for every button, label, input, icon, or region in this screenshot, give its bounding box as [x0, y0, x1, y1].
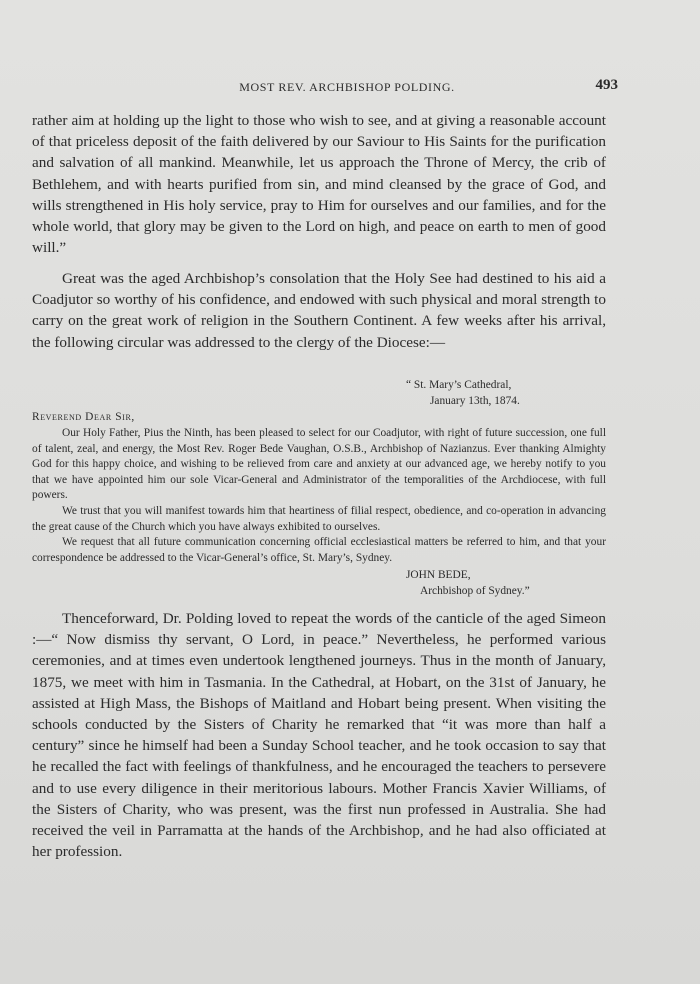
signature-title: Archbishop of Sydney.” — [420, 584, 530, 597]
paragraph-1-text: rather aim at holding up the light to those who wish to see, and at giving a reasonable account of that priceless deposit of the faith delivered by our Saviour to His Saints for the purification and salvation of all mankind. Meanwhile, let us approach the Throne of Mercy, the crib of Bethlehem, and with hearts purified from sin, and mind cleansed by the grace of God, and wills strengthened in His holy service, pray to Him for ourselves and our families, and for the whole world, that glory may be given to the Lord on high, and peace on earth to men of good will.” — [32, 112, 606, 257]
paragraph-3 — [32, 608, 606, 862]
paragraph-1 — [32, 110, 606, 258]
letter-signature — [406, 568, 606, 599]
letter-dateline — [406, 378, 606, 409]
letter-place: “ St. Mary’s Cathedral, — [406, 379, 512, 391]
letter-paragraph: Our Holy Father, Pius the Ninth, has been pleased to select for our Coadjutor, with right of future succession, one full of talent, zeal, and energy, the Most Rev. Roger Bede Vaughan, O.S.B., Archbishop of Nazianzus. Ever thanking Almighty God for this happy choice, and wishing to be relieved from care and anxiety at our advanced age, we hereby notify to you that we have appointed him our sole Vicar-General and Administrator of the temporalities of the Archdiocese, with full powers. — [32, 427, 606, 502]
page-number: 493 — [595, 77, 618, 93]
letter-paragraph: We trust that you will manifest towards him that heartiness of filial respect, obedience, and co-operation in advancing the great cause of the Church which you have always exhibited to ourselves. — [32, 504, 606, 533]
letter-date: January 13th, 1874. — [430, 394, 520, 407]
paragraph-3-text: Thenceforward, Dr. Polding loved to repeat the words of the canticle of the aged Simeon :—“ Now dismiss thy servant, O Lord, in peace.” Nevertheless, he performed various ceremonies, and at times even undertook lengthened journeys. Thus in the month of January, 1875, we meet with him in Tasmania. In the Cathedral, at Hobart, on the 31st of January, he assisted at High Mass, the Bishops of Maitland and Hobart being present. When visiting the schools conducted by the Sisters of Charity he remarked that “it was more than half a century” since he himself had been a Sunday School teacher, and he took occasion to say that he recalled the fact with feelings of thankfulness, and he encouraged the teachers to persevere and to use every diligence in their meritorious labours. Mother Francis Xavier Williams, of the Sisters of Charity, who was present, was the first nun professed in Australia. She had received the veil in Parramatta at the hands of the Archbishop, and he had also officiated at her profession. — [32, 610, 606, 861]
letter-salutation: Reverend Dear Sir, — [32, 411, 135, 423]
running-head: MOST REV. ARCHBISHOP POLDING. — [239, 80, 455, 94]
paragraph-2 — [32, 268, 606, 353]
letter-paragraph: We request that all future communication concerning official ecclesiastical matters be referred to him, and that your correspondence be addressed to the Vicar-General’s office, St. Mary’s, Sydney. — [32, 536, 606, 564]
paragraph-2-text: Great was the aged Archbishop’s consolation that the Holy See had destined to his aid a Coadjutor so worthy of his confidence, and endowed with such physical and moral strength to carry on the great work of religion in the Southern Continent. A few weeks after his arrival, the following circular was addressed to the clergy of the Diocese:— — [32, 270, 606, 351]
signature-name: JOHN BEDE, — [406, 569, 471, 581]
letter-body — [32, 426, 606, 566]
